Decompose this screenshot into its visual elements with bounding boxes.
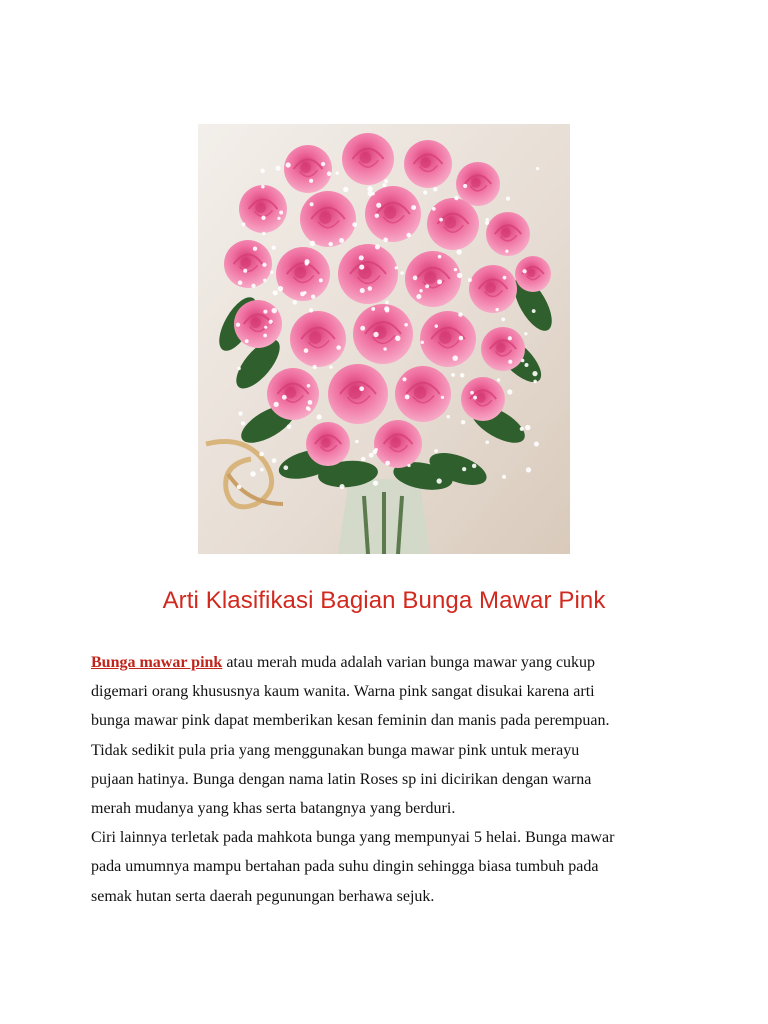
babys-breath-dot [451,373,455,377]
babys-breath-dot [532,371,537,376]
babys-breath-dot [369,453,374,458]
rose [328,364,388,424]
babys-breath-dot [419,289,422,292]
babys-breath-dot [413,276,418,281]
babys-breath-dot [395,336,400,341]
paragraph-line: Ciri lainnya terletak pada mahkota bunga yang mempunyai 5 helai. Bunga mawar [91,829,615,847]
babys-breath-dot [263,334,267,338]
babys-breath-dot [250,471,256,477]
paragraph-line: semak hutan serta daerah pegunungan berhawa sejuk. [91,887,435,905]
babys-breath-dot [259,452,264,457]
babys-breath-dot [438,255,442,259]
babys-breath-dot [238,411,242,415]
babys-breath-dot [359,265,364,270]
babys-breath-dot [309,308,313,312]
babys-breath-dot [373,480,378,485]
babys-breath-dot [505,250,508,253]
rose [338,244,398,304]
babys-breath-dot [385,308,390,313]
babys-breath-dot [261,216,265,220]
babys-breath-dot [286,162,291,167]
babys-breath-dot [501,317,505,321]
babys-breath-dot [269,320,273,324]
babys-breath-dot [437,279,442,284]
babys-breath-dot [468,278,472,282]
babys-breath-dot [272,246,276,250]
babys-breath-dot [375,213,379,217]
rose [404,140,452,188]
babys-breath-dot [376,203,381,208]
babys-breath-dot [308,400,313,405]
babys-breath-dot [327,171,332,176]
babys-breath-dot [533,380,537,384]
babys-breath-dot [313,365,317,369]
rose [395,366,451,422]
babys-breath-dot [373,332,378,337]
babys-breath-dot [309,179,313,183]
babys-breath-dot [454,196,458,200]
babys-breath-dot [352,222,357,227]
rose [374,420,422,468]
babys-breath-dot [260,169,264,173]
rose [515,256,551,292]
babys-breath-dot [304,348,309,353]
babys-breath-dot [303,291,306,294]
rose [427,198,479,250]
babys-breath-dot [432,207,436,211]
babys-breath-dot [472,464,477,469]
babys-breath-dot [385,301,389,305]
babys-breath-dot [402,377,406,381]
babys-breath-dot [404,323,408,327]
article-body [91,648,691,911]
babys-breath-dot [276,166,281,171]
babys-breath-dot [407,464,410,467]
babys-breath-dot [253,247,257,251]
paragraph-line: bunga mawar pink dapat memberikan kesan feminin dan manis pada perempuan. [91,712,610,730]
babys-breath-dot [306,406,310,410]
page-title: Arti Klasifikasi Bagian Bunga Mawar Pink [162,587,606,614]
babys-breath-dot [236,323,240,327]
babys-breath-dot [321,162,325,166]
babys-breath-dot [279,211,283,215]
babys-breath-dot [251,284,255,288]
babys-breath-dot [495,308,498,311]
babys-breath-dot [416,294,421,299]
babys-breath-dot [336,345,341,350]
babys-breath-dot [374,448,377,451]
babys-breath-dot [454,268,457,271]
babys-breath-dot [336,171,339,174]
rose [234,300,282,348]
rose [456,162,500,206]
babys-breath-dot [237,367,240,370]
rose [469,265,517,313]
paragraph-line: pujaan hatinya. Bunga dengan nama latin Roses sp ini dicirikan dengan warna [91,770,592,788]
babys-breath-dot [382,183,386,187]
babys-breath-dot [503,276,507,280]
babys-breath-dot [355,440,358,443]
babys-breath-dot [460,373,465,378]
babys-breath-dot [532,309,536,313]
babys-breath-dot [238,280,243,285]
babys-breath-dot [287,424,292,429]
babys-breath-dot [434,449,438,453]
babys-breath-dot [463,184,467,188]
rose [300,191,356,247]
babys-breath-dot [458,312,463,317]
babys-breath-dot [271,308,276,313]
babys-breath-dot [361,457,366,462]
babys-breath-dot [360,326,365,331]
babys-breath-dot [457,273,462,278]
babys-breath-dot [433,187,437,191]
babys-breath-dot [383,347,386,350]
babys-breath-dot [359,255,364,260]
rose [486,212,530,256]
babys-breath-dot [277,217,280,220]
babys-breath-dot [383,238,388,243]
babys-breath-dot [502,475,506,479]
babys-breath-dot [305,261,309,265]
babys-breath-dot [456,249,461,254]
babys-breath-dot [425,284,429,288]
paragraph-line: Tidak sedikit pula pria yang menggunakan bunga mawar pink untuk merayu [91,741,580,759]
babys-breath-dot [526,467,531,472]
babys-breath-dot [485,440,489,444]
babys-breath-dot [441,396,444,399]
babys-breath-dot [508,336,512,340]
babys-breath-dot [237,485,242,490]
paragraph-text: atau merah muda adalah varian bunga mawar yang cukup [222,654,596,671]
babys-breath-dot [423,190,427,194]
babys-breath-dot [536,167,539,170]
babys-breath-dot [272,458,277,463]
babys-breath-dot [435,324,438,327]
rose [306,422,350,466]
rose [461,377,505,421]
babys-breath-dot [262,263,266,267]
paragraph-line: merah mudanya yang khas serta batangnya yang berduri. [91,800,456,818]
babys-breath-dot [282,395,287,400]
babys-breath-dot [263,310,267,314]
babys-breath-dot [243,269,247,273]
babys-breath-dot [525,425,530,430]
babys-breath-dot [395,266,398,269]
babys-breath-dot [316,414,321,419]
babys-breath-dot [421,341,424,344]
rose-bouquet-illustration [198,124,570,554]
babys-breath-dot [437,478,442,483]
babys-breath-dot [384,179,388,183]
babys-breath-dot [245,339,249,343]
babys-breath-dot [507,389,512,394]
rose [267,368,319,420]
babys-breath-dot [310,241,315,246]
babys-breath-dot [506,197,510,201]
babys-breath-dot [343,187,348,192]
babys-breath-dot [524,332,527,335]
babys-breath-dot [368,286,372,290]
babys-breath-dot [241,222,245,226]
babys-breath-dot [264,326,267,329]
babys-breath-dot [508,360,512,364]
paragraph-line: digemari orang khususnya kaum wanita. Warna pink sangat disukai karena arti [91,683,595,701]
babys-breath-dot [273,290,278,295]
babys-breath-dot [311,294,315,298]
babys-breath-dot [278,286,283,291]
babys-breath-dot [283,465,288,470]
babys-breath-dot [360,288,365,293]
babys-breath-dot [534,441,539,446]
babys-breath-dot [485,221,489,225]
babys-breath-dot [328,242,332,246]
babys-breath-dot [470,391,474,395]
babys-breath-dot [319,278,323,282]
babys-breath-dot [307,384,311,388]
babys-breath-dot [329,365,332,368]
babys-breath-dot [241,421,245,425]
babys-breath-dot [292,300,297,305]
babys-breath-dot [400,271,404,275]
rose [420,311,476,367]
babys-breath-dot [274,402,279,407]
babys-breath-dot [521,359,525,363]
rose-bouquet-image [198,124,570,554]
rose [284,145,332,193]
babys-breath-dot [462,467,466,471]
babys-breath-dot [339,238,344,243]
babys-breath-dot [385,461,390,466]
glass-vase [338,479,430,554]
rose [353,304,413,364]
paragraph-line: pada umumnya mampu bertahan pada suhu dingin sehingga biasa tumbuh pada [91,858,599,876]
babys-breath-dot [524,363,528,367]
babys-breath-dot [407,233,412,238]
babys-breath-dot [411,205,416,210]
babys-breath-dot [452,355,458,361]
babys-breath-dot [310,202,314,206]
babys-breath-dot [461,420,465,424]
babys-breath-dot [459,336,463,340]
babys-breath-dot [375,244,380,249]
babys-breath-dot [473,396,477,400]
babys-breath-dot [263,279,266,282]
rose [342,133,394,185]
babys-breath-dot [270,271,273,274]
babys-breath-dot [486,218,489,221]
paragraph-line [91,648,691,677]
babys-breath-dot [447,415,450,418]
babys-breath-dot [371,307,375,311]
babys-breath-dot [359,386,364,391]
rose [239,185,287,233]
babys-breath-dot [522,269,526,273]
babys-breath-dot [260,468,264,472]
babys-breath-dot [439,218,443,222]
babys-breath-dot [497,378,500,381]
rose [290,311,346,367]
babys-breath-dot [405,395,410,400]
rose [481,327,525,371]
babys-breath-dot [367,186,373,192]
bunga-mawar-pink-link[interactable]: Bunga mawar pink [91,654,223,671]
babys-breath-dot [520,427,524,431]
babys-breath-dot [261,185,265,189]
babys-breath-dot [262,232,266,236]
babys-breath-dot [339,484,344,489]
